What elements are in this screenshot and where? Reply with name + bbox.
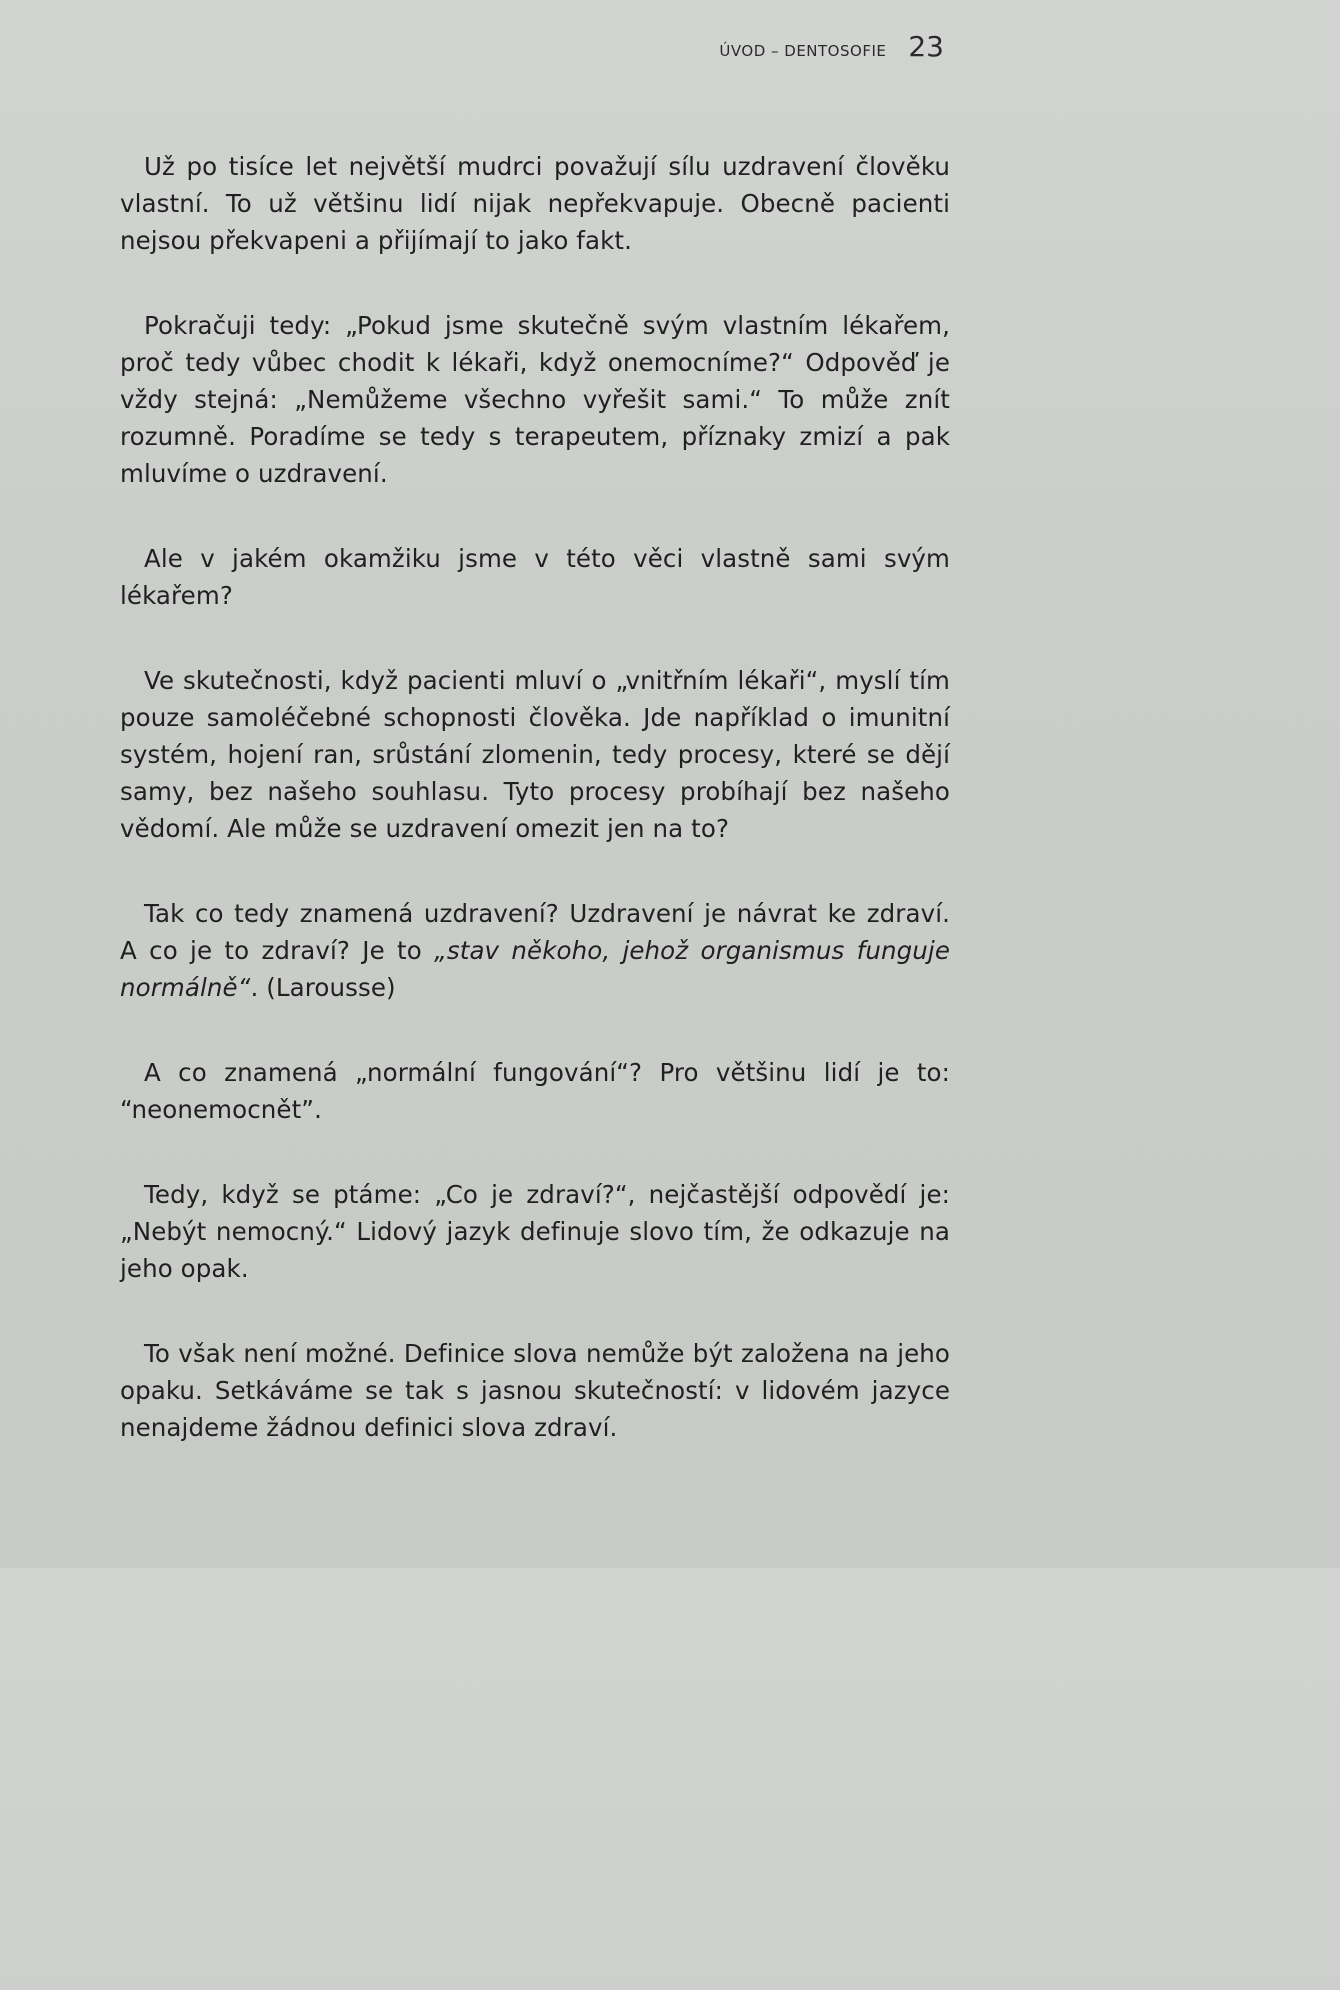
paragraph-5	[120, 895, 950, 1006]
paragraph-2: Pokračuji tedy: „Pokud jsme skutečně svým vlastním lékařem, proč tedy vůbec chodit k lékaři, když onemocníme?“ Odpověď je vždy stejná: „Nemůžeme všechno vyřešit sami.“ To může znít rozumně. Poradíme se tedy s terapeutem, příznaky zmizí a pak mluvíme o uzdravení.	[120, 311, 950, 488]
body-text	[120, 148, 950, 1494]
paragraph-8: To však není možné. Definice slova nemůže být založena na jeho opaku. Setkáváme se tak s jasnou skutečností: v lidovém jazyce nenajdeme žádnou definici slova zdraví.	[120, 1339, 950, 1442]
paragraph-5-tail: . (Larousse)	[250, 973, 396, 1002]
running-title: ÚVOD – DENTOSOFIE	[719, 42, 887, 60]
paragraph-3: Ale v jakém okamžiku jsme v této věci vlastně sami svým lékařem?	[120, 544, 950, 610]
paragraph-5-italic-quote: „stav někoho, jehož organismus funguje normálně“	[120, 936, 950, 1002]
paragraph-7: Tedy, když se ptáme: „Co je zdraví?“, nejčastější odpovědí je: „Nebýt nemocný.“ Lidový jazyk definuje slovo tím, že odkazuje na jeho opak.	[120, 1180, 950, 1283]
running-head	[719, 30, 944, 63]
paragraph-1: Už po tisíce let největší mudrci považují sílu uzdravení člověku vlastní. To už většinu lidí nijak nepřekvapuje. Obecně pacienti nejsou překvapeni a přijímají to jako fakt.	[120, 152, 950, 255]
page-number: 23	[908, 30, 944, 63]
paragraph-4: Ve skutečnosti, když pacienti mluví o „vnitřním lékaři“, myslí tím pouze samoléčebné schopnosti člověka. Jde například o imunitní systém, hojení ran, srůstání zlomenin, tedy procesy, které se dějí samy, bez našeho souhlasu. Tyto procesy probíhají bez našeho vědomí. Ale může se uzdravení omezit jen na to?	[120, 666, 950, 843]
paragraph-6: A co znamená „normální fungování“? Pro většinu lidí je to: “neonemocnět”.	[120, 1058, 950, 1124]
paragraph-5-text: Tak co tedy znamená uzdravení? Uzdravení je návrat ke zdraví. A co je to zdraví? Je to	[120, 899, 950, 965]
